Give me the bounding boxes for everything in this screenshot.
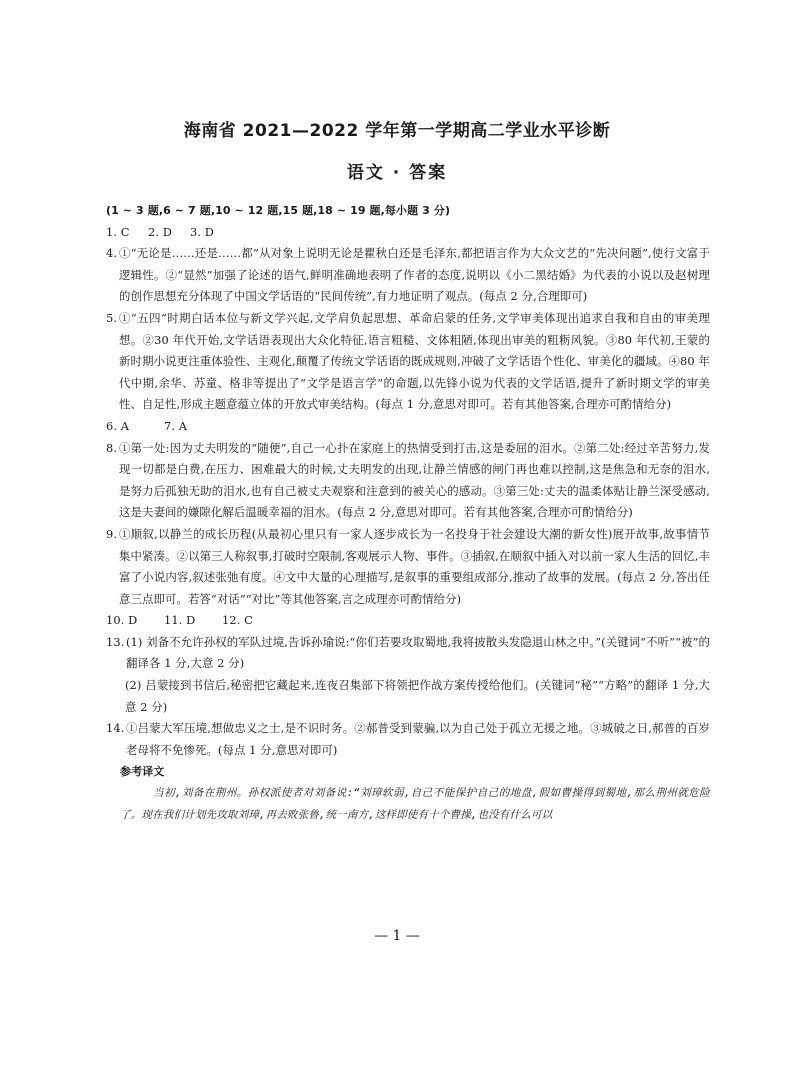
- question-8-answer: ①第一处:因为丈夫明发的“随便”,自己一心扑在家庭上的热情受到打击,这是委屈的泪水。②第二处:经过辛苦努力,发现一切都是白费,在压力、困难最大的时候,丈夫明发的出现,让静兰情感的闸门再也难以控制,这是焦急和无奈的泪水,是努力后孤独无助的泪水,也有自己被丈夫观察和注意到的被关心的感动。③第三处:丈夫的温柔体贴让静兰深受感动,这是夫妻间的嫌隙化解后温暖幸福的泪水。(每点 2 分,意思对即可。若有其他答案,合理亦可酌情给分): [119, 440, 710, 520]
- page-number: — 1 —: [374, 928, 420, 944]
- answer-12: 12. C: [222, 613, 253, 628]
- answer-1: 1. C: [106, 224, 130, 239]
- answers-6-7: [106, 416, 710, 438]
- question-4: [106, 243, 710, 308]
- question-14-answer: ①吕蒙大军压境,想做忠义之士,是不识时务。②郝普受到蒙骗,以为自己处于孤立无援之地。③城破之日,郝普的百岁老母将不免惨死。(每点 1 分,意思对即可): [126, 721, 710, 757]
- reference-translation-text: 当初,刘备在荆州。孙权派使者对刘备说:“刘璋软弱,自己不能保护自己的地盘,假如曹操得到蜀地,那么荆州就危险了。现在我们计划先攻取刘璋,再去败张鲁,统一南方,这样即使有十个曹操,也没有什么可以: [120, 787, 710, 821]
- question-13-part-1: (1) 刘备不允许孙权的军队过境,告诉孙瑜说:“你们若要攻取蜀地,我将披散头发隐退山林之中。”(关键词“不听”“被”的翻译各 1 分,大意 2 分): [126, 634, 710, 671]
- answer-11: 11. D: [164, 613, 196, 628]
- question-8: [106, 438, 710, 524]
- question-13-number: 13.: [106, 634, 125, 649]
- question-13-part-2-row: [106, 675, 710, 718]
- question-4-number: 4.: [106, 246, 118, 261]
- scoring-note: (1 ~ 3 题,6 ~ 7 题,10 ~ 12 题,15 题,18 ~ 19 题,每小题 3 分): [106, 204, 451, 217]
- answer-2: 2. D: [148, 224, 173, 239]
- document-title: 海南省 2021—2022 学年第一学期高二学业水平诊断: [183, 121, 611, 141]
- question-9: [106, 524, 710, 610]
- document-subtitle: 语文 · 答案: [346, 163, 448, 183]
- question-5: [106, 308, 710, 416]
- question-8-number: 8.: [106, 440, 118, 455]
- question-5-answer: ①“五四”时期白话本位与新文学兴起,文学肩负起思想、革命启蒙的任务,文学审美体现出追求自我和自由的审美理想。②30 年代开始,文学话语表现出大众化特征,语言粗糙、文体粗陋,体现出审美的粗粝风貌。③80 年代初,王蒙的新时期小说更注重体验性、主观化,颠覆了传统文学话语的既成规则,冲破了文学话语个性化、审美化的疆域。④80 年代中期,余华、苏童、格非等提出了“文学是语言学”的命题,以先锋小说为代表的文学话语,提升了新时期文学的审美性、自足性,形成主题意蕴立体的开放式审美结构。(每点 1 分,意思对即可。若有其他答案,合理亦可酌情给分): [119, 310, 710, 412]
- answer-3: 3. D: [190, 224, 215, 239]
- answers-1-3: [106, 222, 710, 244]
- reference-translation-heading: 参考译文: [120, 765, 165, 779]
- question-9-number: 9.: [106, 526, 118, 541]
- answers-10-12: [106, 610, 710, 632]
- question-14: [106, 718, 710, 761]
- question-13: [106, 632, 710, 675]
- answer-7: 7. A: [164, 418, 188, 433]
- question-14-number: 14.: [106, 721, 125, 736]
- question-4-answer: ①“无论是……还是……都”从对象上说明无论是瞿秋白还是毛泽东,都把语言作为大众文艺的“先决问题”,使行文富于逻辑性。②“显然”加强了论述的语气,鲜明准确地表明了作者的态度,说明以《小二黑结婚》为代表的小说以及赵树理的创作思想充分体现了中国文学话语的“民间传统”,有力地证明了观点。(每点 2 分,合理即可): [119, 246, 710, 304]
- question-5-number: 5.: [106, 310, 118, 325]
- question-13-part-2: (2) 吕蒙接到书信后,秘密把它藏起来,连夜召集部下将领把作战方案传授给他们。(关键词“秘”“方略”的翻译 1 分,大意 2 分): [125, 678, 710, 714]
- question-9-answer: ①顺叙,以静兰的成长历程(从最初心里只有一家人逐步成长为一名投身于社会建设大潮的新女性)展开故事,故事情节集中紧凑。②以第三人称叙事,打破时空限制,客观展示人物、事件。③插叙,在顺叙中插入对以前一家人生活的回忆,丰富了小说内容,叙述张弛有度。④文中大量的心理描写,是叙事的重要组成部分,推动了故事的发展。(每点 2 分,答出任意三点即可。若答“对话”“对比”等其他答案,言之成理亦可酌情给分): [119, 526, 710, 606]
- answer-6: 6. A: [106, 418, 130, 433]
- answer-content: [106, 200, 710, 826]
- answer-10: 10. D: [106, 613, 138, 628]
